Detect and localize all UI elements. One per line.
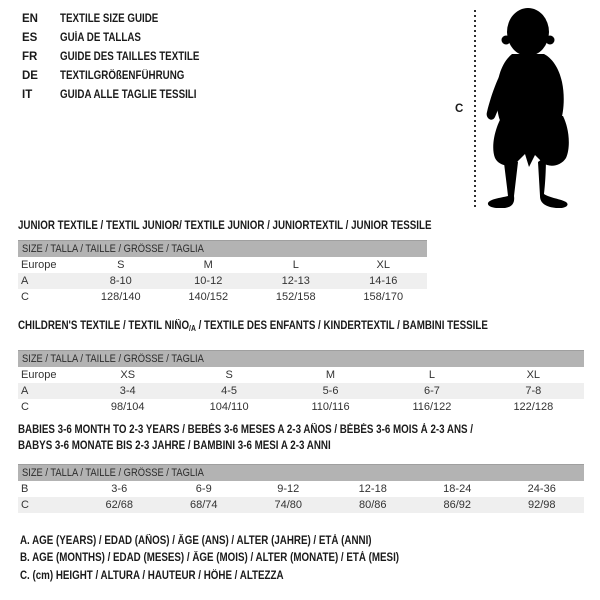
junior-table-title: [18, 218, 504, 234]
row-label: A: [21, 385, 29, 397]
language-code: FR: [22, 51, 38, 63]
table-cell: L: [292, 259, 299, 271]
table-cell: 140/152: [188, 291, 229, 303]
table-cell: 110/116: [311, 401, 350, 413]
table-cell: XS: [120, 369, 136, 381]
note-b: B. AGE (MONTHS) / EDAD (MESES) / ÂGE (MOIS) / ALTER (MONATE) / ETÀ (MESI): [20, 552, 400, 565]
table-cell: XL: [526, 369, 541, 381]
language-row: [22, 67, 224, 86]
language-row: [22, 29, 224, 48]
table-row-height: [18, 399, 584, 415]
language-row: [22, 48, 224, 67]
row-label: C: [21, 291, 29, 303]
table-cell: L: [428, 369, 435, 381]
row-label: B: [21, 483, 29, 495]
table-cell: 128/140: [100, 291, 141, 303]
size-header-bar: [18, 350, 584, 367]
table-cell: 116/122: [412, 401, 452, 413]
children-title-subscript: /A: [189, 324, 196, 333]
table-row-height: [18, 289, 427, 305]
table-cell: 62/68: [105, 499, 134, 511]
language-code: DE: [22, 70, 38, 82]
legend-notes: [20, 533, 466, 585]
table-cell: 3-4: [119, 385, 136, 397]
table-cell: XL: [376, 259, 390, 271]
table-cell: 14-16: [369, 275, 398, 287]
table-row-europe: [18, 367, 584, 383]
table-cell: 3-6: [111, 483, 128, 495]
junior-table-title-text: JUNIOR TEXTILE / TEXTIL JUNIOR/ TEXTILE JUNIOR / JUNIORTEXTIL / JUNIOR TESSILE: [18, 220, 432, 232]
language-code: EN: [22, 13, 38, 25]
table-cell: M: [203, 259, 213, 271]
table-row-age-months: [18, 481, 584, 497]
size-header-bar: [18, 240, 427, 257]
table-cell: 6-9: [195, 483, 212, 495]
language-label: GUIDA ALLE TAGLIE TESSILI: [60, 89, 197, 101]
children-title-post: / TEXTILE DES ENFANTS / KINDERTEXTIL / BAMBINI TESSILE: [195, 320, 488, 332]
table-cell: 92/98: [527, 499, 556, 511]
table-cell: 9-12: [277, 483, 300, 495]
language-label: TEXTILGRÖßENFÜHRUNG: [60, 70, 185, 82]
babies-table-title: [18, 422, 553, 454]
table-cell: 86/92: [443, 499, 472, 511]
table-cell: M: [325, 369, 336, 381]
row-label: C: [21, 499, 29, 511]
row-label: Europe: [21, 369, 57, 381]
junior-size-table: [18, 240, 427, 305]
table-cell: 74/80: [274, 499, 303, 511]
children-table-title-text: [18, 318, 488, 337]
babies-title-line2: BABYS 3-6 MONATE BIS 2-3 JAHRE / BAMBINI 3-6 MESI A 2-3 ANNI: [18, 440, 331, 452]
babies-title-line1: BABIES 3-6 MONTH TO 2-3 YEARS / BEBÉS 3-6 MESES A 2-3 AÑOS / BÉBÉS 3-6 MOIS À 2-3 ANS /: [18, 424, 474, 436]
note-a: A. AGE (YEARS) / EDAD (AÑOS) / ÂGE (ANS) / ALTER (JAHRE) / ETÀ (ANNI): [20, 535, 372, 547]
table-cell: 104/110: [209, 401, 249, 413]
toddler-silhouette-icon: [482, 4, 594, 208]
children-title-pre: CHILDREN'S TEXTILE / TEXTIL NIÑO: [18, 320, 190, 332]
table-cell: 7-8: [525, 385, 542, 397]
children-size-table: [18, 350, 584, 415]
language-row: [22, 86, 224, 105]
table-cell: 98/104: [110, 401, 145, 413]
table-cell: 68/74: [189, 499, 218, 511]
language-code: ES: [22, 32, 38, 44]
table-cell: 18-24: [443, 483, 472, 495]
size-header-bar: [18, 464, 584, 481]
language-code: IT: [22, 89, 33, 101]
table-cell: 80/86: [358, 499, 387, 511]
language-label: TEXTILE SIZE GUIDE: [60, 13, 159, 25]
row-label: A: [21, 275, 29, 287]
table-row-age: [18, 383, 584, 399]
language-label: GUÍA DE TALLAS: [60, 32, 141, 44]
table-cell: 158/170: [363, 291, 404, 303]
table-cell: 12-13: [281, 275, 310, 287]
table-row-europe: [18, 257, 427, 273]
table-row-age: [18, 273, 427, 289]
size-header-text: SIZE / TALLA / TAILLE / GRÖSSE / TAGLIA: [22, 243, 204, 255]
table-cell: 5-6: [322, 385, 339, 397]
table-cell: 122/128: [513, 401, 554, 413]
table-cell: 8-10: [109, 275, 132, 287]
row-label: C: [21, 401, 29, 413]
table-cell: S: [225, 369, 233, 381]
babies-size-table: [18, 464, 584, 513]
table-row-height: [18, 497, 584, 513]
table-cell: 152/158: [275, 291, 316, 303]
size-header-text: SIZE / TALLA / TAILLE / GRÖSSE / TAGLIA: [22, 353, 204, 365]
language-label: GUIDE DES TAILLES TEXTILE: [60, 51, 200, 63]
children-table-title: [18, 318, 571, 337]
height-measure-dotted-line: [474, 10, 476, 208]
table-cell: 24-36: [527, 483, 556, 495]
language-list: [22, 10, 224, 105]
height-measure-label: C: [455, 103, 464, 115]
table-cell: 12-18: [358, 483, 387, 495]
table-cell: 6-7: [423, 385, 440, 397]
language-row: [22, 10, 224, 29]
size-header-text: SIZE / TALLA / TAILLE / GRÖSSE / TAGLIA: [22, 467, 204, 479]
table-cell: 10-12: [194, 275, 223, 287]
row-label: Europe: [21, 259, 57, 271]
table-cell: S: [117, 259, 125, 271]
table-cell: 4-5: [221, 385, 238, 397]
note-c: C. (cm) HEIGHT / ALTURA / HAUTEUR / HÖHE / ALTEZZA: [20, 569, 284, 582]
